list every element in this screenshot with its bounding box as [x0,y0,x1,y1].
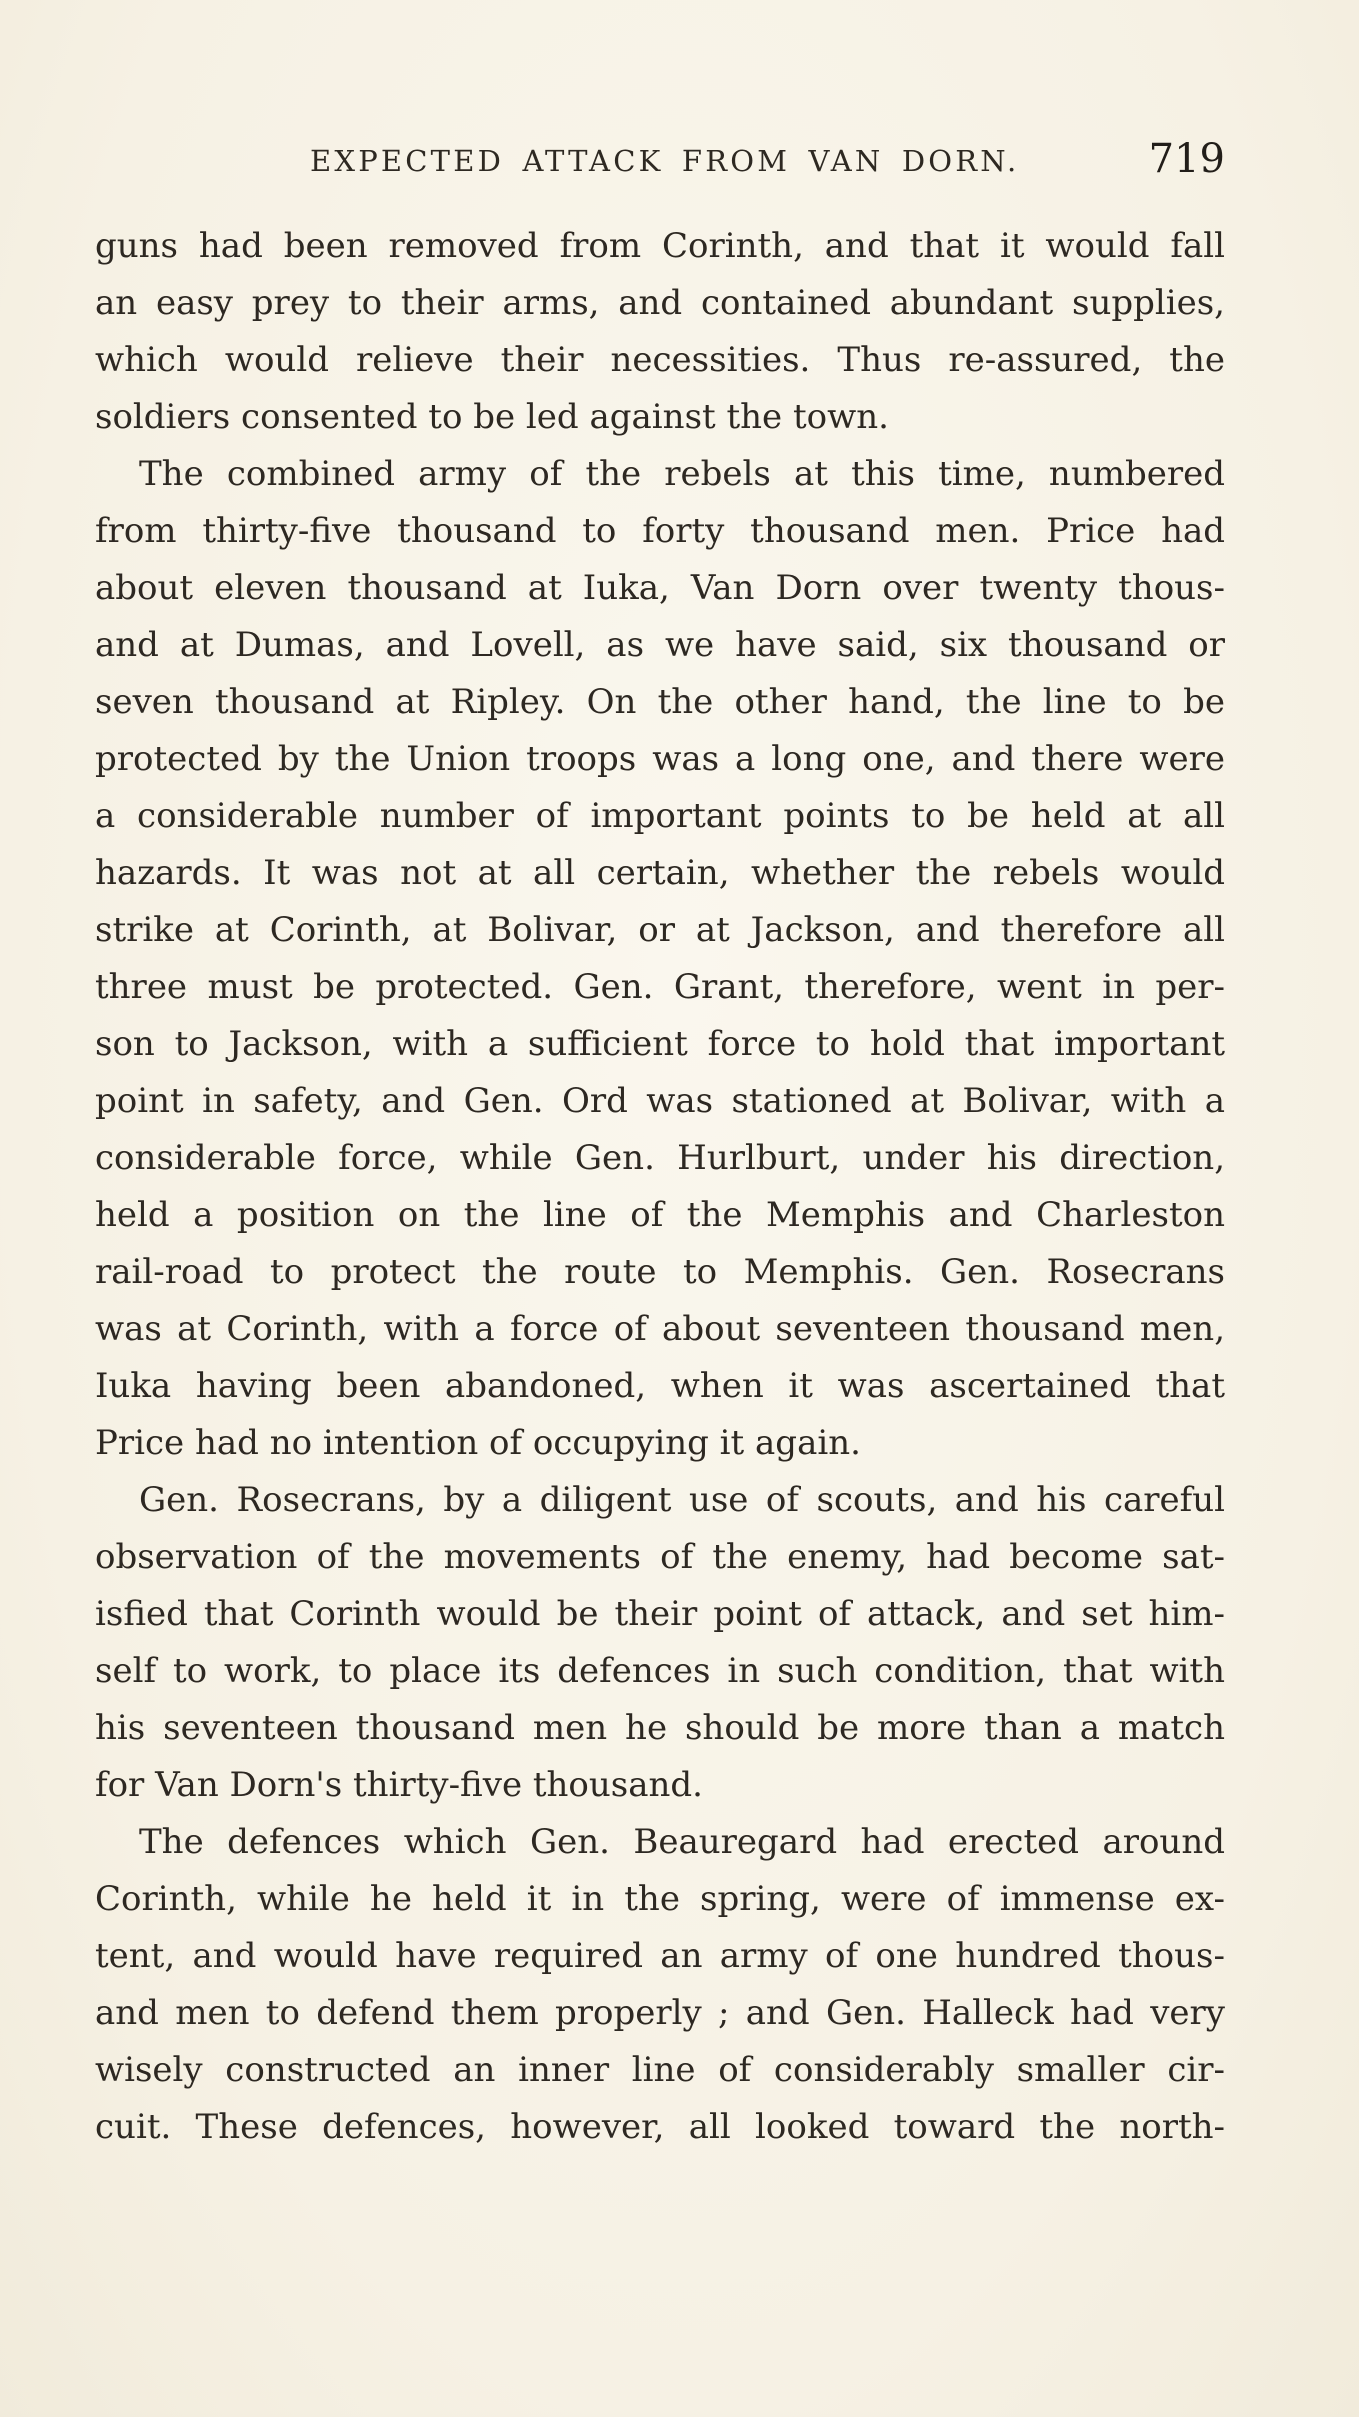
text-line: point in safety, and Gen. Ord was stationed at Bolivar, with a [95,1081,1225,1121]
text-line: guns had been removed from Corinth, and that it would fall [95,226,1225,266]
text-line: his seventeen thousand men he should be more than a match [95,1708,1225,1748]
text-line: Price had no intention of occupying it again. [95,1423,861,1463]
paragraph-3 [95,1472,1225,1814]
text-line: was at Corinth, with a force of about seventeen thousand men, [95,1309,1225,1349]
paragraph-1 [95,218,1225,446]
text-line: self to work, to place its defences in such condition, that with [95,1651,1225,1691]
text-line: tent, and would have required an army of one hundred thous- [95,1936,1225,1976]
text-line: wisely constructed an inner line of considerably smaller cir- [95,2050,1225,2090]
text-line: for Van Dorn's thirty-five thousand. [95,1765,703,1805]
text-line: Iuka having been abandoned, when it was ascertained that [95,1366,1225,1406]
text-line: son to Jackson, with a sufficient force to hold that important [95,1024,1225,1064]
text-line: which would relieve their necessities. Thus re-assured, the [95,340,1225,380]
text-line: and at Dumas, and Lovell, as we have said, six thousand or [95,625,1225,665]
text-line: from thirty-five thousand to forty thousand men. Price had [95,511,1225,551]
text-line: a considerable number of important points to be held at all [95,796,1225,836]
text-line: held a position on the line of the Memphis and Charleston [95,1195,1225,1235]
text-line: rail-road to protect the route to Memphis. Gen. Rosecrans [95,1252,1225,1292]
body-text [95,218,1225,2156]
text-line: three must be protected. Gen. Grant, therefore, went in per- [95,967,1225,1007]
text-line: Gen. Rosecrans, by a diligent use of scouts, and his careful [139,1480,1225,1520]
text-line: strike at Corinth, at Bolivar, or at Jackson, and therefore all [95,910,1225,950]
text-line: isfied that Corinth would be their point of attack, and set him- [95,1594,1225,1634]
running-title: EXPECTED ATTACK FROM VAN DORN. [310,144,1020,178]
text-line: about eleven thousand at Iuka, Van Dorn over twenty thous- [95,568,1225,608]
paragraph-2 [95,446,1225,1472]
text-line: hazards. It was not at all certain, whether the rebels would [95,853,1225,893]
text-line: seven thousand at Ripley. On the other hand, the line to be [95,682,1225,722]
text-line: considerable force, while Gen. Hurlburt, under his direction, [95,1138,1225,1178]
text-line: The defences which Gen. Beauregard had erected around [139,1822,1225,1862]
text-line: cuit. These defences, however, all looked toward the north- [95,2107,1225,2147]
text-line: Corinth, while he held it in the spring, were of immense ex- [95,1879,1225,1919]
text-line: protected by the Union troops was a long one, and there were [95,739,1225,779]
paragraph-4 [95,1814,1225,2156]
running-head [95,136,1225,190]
text-line: an easy prey to their arms, and contained abundant supplies, [95,283,1225,323]
text-line: The combined army of the rebels at this time, numbered [139,454,1225,494]
text-line: and men to defend them properly ; and Gen. Halleck had very [95,1993,1225,2033]
text-line: soldiers consented to be led against the town. [95,397,889,437]
page-number: 719 [1148,136,1225,182]
text-line: observation of the movements of the enemy, had become sat- [95,1537,1225,1577]
